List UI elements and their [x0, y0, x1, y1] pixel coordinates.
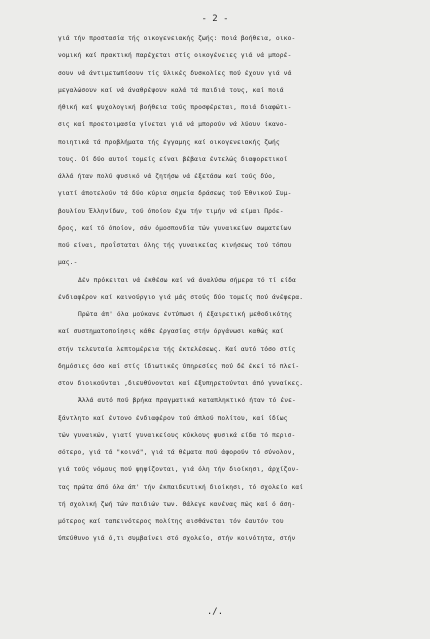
text-line: τους. Οί δύο αυτοί τομείς είναι βέβαια έντελώς διαφορετικοί: [58, 155, 288, 163]
text-line: γιατί άποτελούν τά δύο κύρια σημεία δράσεως τού Έθνικού Συμ-: [58, 190, 292, 198]
text-line: γιά τήν προστασία τής οικογενειακής ζωής: ποιά βοήθεια, οικο-: [58, 35, 296, 42]
text-line: τών γυναικών, γιατί γυναικείους κύκλους φυσικά είδα τό περισ-: [58, 431, 296, 439]
text-line: Πρώτα άπ' όλα μούκανε έντύπωσι ή έξαιρετική μεθοδικότης: [78, 311, 293, 318]
text-line: άλλά ήταν πολύ φυσικό νά ζητήσω νά έξετάσω καί τούς δύο,: [58, 173, 276, 180]
text-line: βουλίου Έλληνίδων, τού όποίου έχω τήν τιμήν νά είμαι Πρόε-: [58, 207, 284, 215]
text-line: ήθική καί ψυχολογική βοήθεια τούς προσφέρεται, ποιά διαφώτι-: [58, 104, 292, 111]
text-line: σότερο, γιά τά "κοινά", γιά τά θέματα πού άφορούν τό σύνολον,: [58, 449, 296, 456]
text-line: στήν τελευταία λεπτομέρεια τής έκτελέσεως. Καί αυτό τόσο στίς: [58, 345, 296, 353]
page-number: - 2 -: [201, 14, 229, 24]
text-line: ξάντλητο καί έντονο ένδιαφέρον τού άπλού πολίτου, καί ίδίως: [58, 414, 288, 422]
text-line: ποιητικά τά προβλήματα τής έγγαμης καί οικογενειακής ζωής: [58, 138, 280, 146]
text-line: σουν νά άντιμετωπίσουν τίς ύλικές δυσκολίες πού έχουν γιά νά: [58, 69, 292, 77]
text-line: καί συστηματοποίησις κάθε έργασίας στήν όργάνωσι καθώς καί: [58, 328, 284, 336]
text-line: τή σχολική ζωή τών παιδιών των. Θάλεγε κανένας πώς καί ό άση-: [58, 500, 296, 508]
text-line: γιά τούς νόμους πού ψηφίζονται, γιά όλη τήν διοίκησι, άρχίζον-: [58, 466, 300, 474]
body-text: [58, 30, 422, 548]
text-line: δρος, καί τό όποίον, σάν όμοσπονδία τών γυναικείων σωματείων: [58, 224, 292, 232]
text-line: νομική καί πρακτική παρέχεται στίς οικογένειες γιά νά μπορέ-: [58, 52, 292, 60]
text-line: Άλλά αυτό πού βρήκα πραγματικά καταπληκτικό ήταν τό ένε-: [78, 397, 296, 405]
text-line: σις καί προετοιμασία γίνεται γιά νά μπορούν νά λύουν ίκανο-: [58, 121, 288, 129]
continuation-mark: ./.: [206, 607, 224, 617]
text-line: μεγαλώσουν καί νά άναθρέψουν καλά τά παιδιά τους, καί ποιά: [58, 86, 284, 94]
text-line: ένδιαφέρον καί καινούργιο γιά μάς στούς δύο τομείς πού άνέφερα.: [58, 293, 304, 301]
text-line: πού είναι, προΐσταται όλης τής γυναικείας κινήσεως τού τόπου: [58, 242, 292, 249]
text-line: τας πρώτα άπό όλα άπ' τήν έκπαιδευτική διοίκησι, τό σχολείο καί: [58, 483, 304, 491]
text-line: Δέν πρόκειται νά έκθέσω καί νά άναλύσω σήμερα τό τί είδα: [78, 276, 296, 284]
text-line: δημόσιες όσο καί στίς ίδιωτικές ύπηρεσίες πού δέ έκεί τό πλεί-: [58, 362, 300, 370]
text-line: ύπεύθυνο γιά ό,τι συμβαίνει στό σχολείο, στήν κοινότητα, στήν: [58, 535, 296, 543]
text-line: μας.-: [58, 259, 78, 267]
text-line: μότερος καί ταπεινότερος πολίτης αισθάνεται τόν έαυτόν του: [58, 518, 284, 525]
text-line: στον διοικούνται ,διευθύνονται καί έξυπηρετούνται άπό γυναίκες.: [58, 380, 304, 387]
